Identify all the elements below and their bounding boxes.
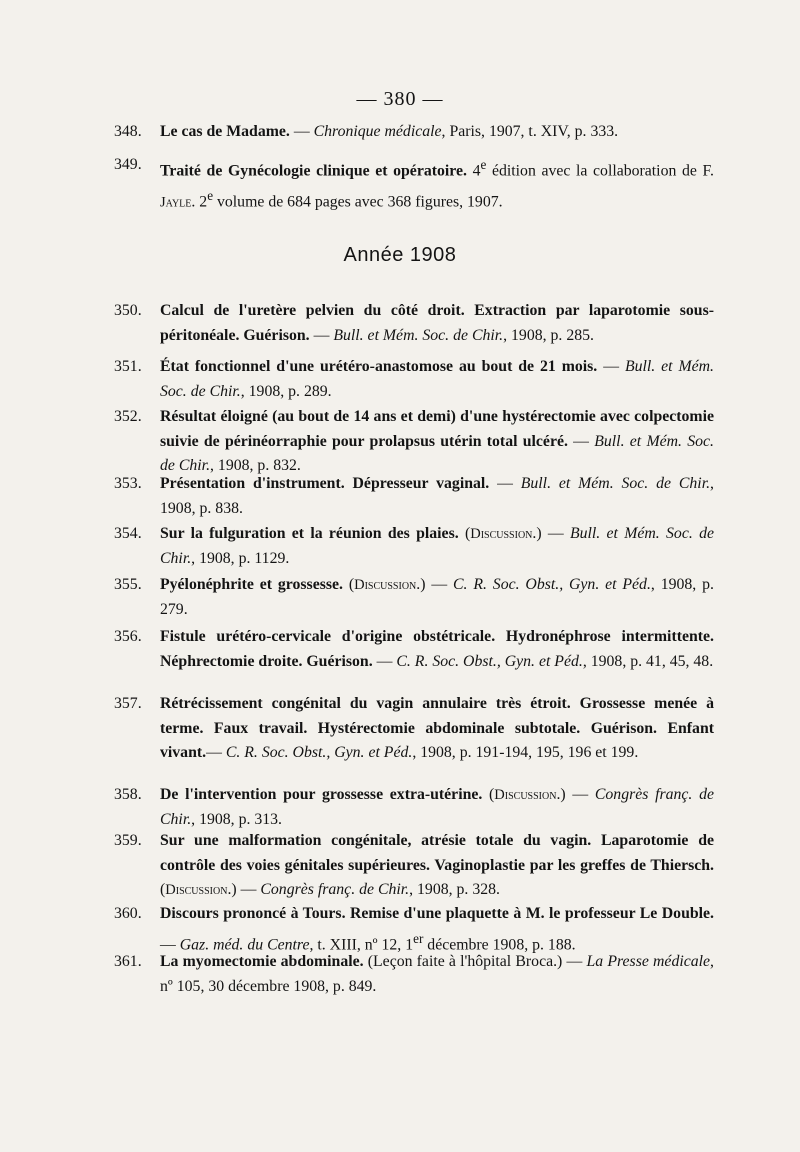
ref-sep: —	[289, 123, 314, 140]
ref-sep: —	[236, 881, 261, 898]
entry-title: La myomectomie abdominale.	[160, 953, 364, 970]
entry-title: Fistule urétéro-cervicale d'origine obstétricale. Hydronéphrose intermittente. Néphrectomie droite. Guérison.	[160, 628, 714, 670]
entry-ref: , 1908, p. 832.	[210, 457, 301, 474]
entry-text	[160, 625, 714, 674]
entry-352	[114, 405, 714, 479]
ref-sep: —	[425, 576, 453, 593]
entry-title: Présentation d'instrument. Dépresseur vaginal.	[160, 475, 490, 492]
entry-title: Sur une malformation congénitale, atrésie totale du vagin. Laparotomie de contrôle des voies génitales supérieures. Vaginoplastie par les greffes de Thiersch.	[160, 832, 714, 874]
discussion-tag: Discussion	[494, 787, 557, 803]
entry-349	[114, 153, 714, 215]
ref-sep: —	[206, 744, 226, 761]
entry-source: Bull. et Mém. Soc. de Chir.	[160, 432, 714, 474]
entry-361	[114, 950, 714, 999]
entry-number: 359.	[114, 832, 142, 849]
entry-number: 349.	[114, 156, 142, 173]
entry-title: Pyélonéphrite et grossesse.	[160, 576, 343, 593]
superscript: e	[207, 187, 214, 203]
entry-ref: , nº 105, 30 décembre 1908, p. 849.	[160, 953, 714, 995]
ref-sep: —	[160, 935, 180, 953]
entry-text	[160, 472, 714, 521]
entry-text: Pyélonéphrite et grossesse. (Discussion.) — C. R. Soc. Obst., Gyn. et Péd., 1908, p. 279.	[160, 576, 714, 618]
entry-357	[114, 692, 714, 766]
entry-359	[114, 829, 714, 903]
entry-text	[160, 299, 714, 348]
ref-sep: —	[562, 953, 587, 970]
entry-number: 352.	[114, 408, 142, 425]
entry-ref: , t. XIII, nº 12, 1	[309, 935, 414, 953]
entry-detail: . 2	[191, 193, 208, 211]
entry-detail: volume de 684 pages avec 368 figures, 1907.	[213, 193, 503, 211]
entry-ref: , 1908, p. 328.	[409, 881, 500, 898]
entry-text	[160, 355, 714, 404]
entry-text: Sur la fulguration et la réunion des plaies. (Discussion.) — Bull. et Mém. Soc. de Chir., 1908, p. 1129.	[160, 525, 714, 567]
entry-ref: , 1908, p. 313.	[191, 810, 283, 828]
entry-number: 354.	[114, 525, 142, 542]
entry-355	[114, 573, 714, 622]
ref-sep: —	[541, 525, 570, 542]
entry-ref: , 1908, p. 279.	[160, 576, 714, 618]
entry-text	[160, 692, 714, 766]
entry-number: 351.	[114, 358, 142, 375]
entry-text	[160, 405, 714, 479]
entry-source: C. R. Soc. Obst., Gyn. et Péd.	[453, 576, 651, 593]
entry-source: C. R. Soc. Obst., Gyn. et Péd.	[225, 744, 413, 761]
entry-detail: édition avec la collaboration de F.	[486, 162, 714, 180]
collaborator-name: Jayle	[160, 194, 192, 211]
entry-note: (Leçon faite à l'hôpital Broca.)	[363, 953, 563, 970]
ref-sep: —	[597, 358, 625, 375]
page-number: — 380 —	[356, 88, 444, 110]
entry-title: De l'intervention pour grossesse extra-utérine.	[160, 786, 483, 803]
entry-title: Traité de Gynécologie clinique et opératoire.	[160, 162, 467, 180]
entry-title: État fonctionnel d'une urétéro-anastomose au bout de 21 mois.	[160, 358, 598, 375]
entry-source: Bull. et Mém. Soc. de Chir.	[160, 525, 714, 567]
entry-text	[160, 153, 714, 215]
entry-source: C. R. Soc. Obst., Gyn. et Péd.	[396, 652, 583, 670]
entry-title: Calcul de l'uretère pelvien du côté droit. Extraction par laparotomie sous-péritonéale. Guérison.	[160, 302, 714, 344]
entry-number: 355.	[114, 576, 142, 593]
entry-source: Bull. et Mém. Soc. de Chir.	[333, 326, 504, 344]
entry-source: Bull. et Mém. Soc. de Chir.	[160, 358, 715, 400]
superscript: er	[413, 930, 424, 946]
entry-source: La Presse médicale	[586, 953, 711, 970]
entry-number: 348.	[114, 123, 142, 140]
discussion-tag: Discussion	[470, 526, 533, 542]
entry-detail: 4	[466, 162, 481, 180]
entry-text	[160, 950, 714, 999]
superscript: e	[480, 157, 487, 172]
entry-number: 350.	[114, 302, 142, 319]
ref-sep: —	[565, 786, 595, 803]
entry-ref: , 1908, p. 289.	[240, 382, 332, 400]
entry-353	[114, 472, 714, 521]
entry-number: 353.	[114, 475, 142, 492]
entry-360	[114, 902, 714, 957]
entry-source: Congrès franç. de Chir.	[260, 881, 410, 898]
ref-sep: —	[372, 652, 397, 670]
entry-351	[114, 355, 714, 404]
entry-text: Sur une malformation congénitale, atrésie totale du vagin. Laparotomie de contrôle des voies génitales supérieures. Vaginoplastie par les greffes de Thiersch. (Discussion.) — Congrès franç. de Chir., 1908, p. 328.	[160, 832, 714, 898]
entry-ref: , Paris, 1907, t. XIV, p. 333.	[441, 123, 619, 140]
entry-ref: , 1908, p. 41, 45, 48.	[582, 652, 714, 670]
ref-sep: —	[309, 326, 334, 344]
entry-ref: décembre 1908, p. 188.	[423, 935, 576, 953]
ref-sep: —	[489, 475, 521, 492]
section-heading: Année 1908	[343, 244, 457, 266]
entry-354	[114, 522, 714, 571]
entry-source: Gaz. méd. du Centre	[179, 935, 310, 953]
entry-number: 358.	[114, 786, 142, 803]
discussion-tag: Discussion	[354, 577, 417, 593]
entry-number: 360.	[114, 905, 142, 922]
entry-348	[114, 120, 714, 145]
entry-358	[114, 783, 714, 832]
ref-sep: —	[567, 432, 595, 450]
entry-number: 357.	[114, 695, 142, 712]
entry-356	[114, 625, 714, 674]
entry-ref: , 1908, p. 191-194, 195, 196 et 199.	[412, 744, 639, 761]
entry-ref: , 1908, p. 1129.	[191, 549, 290, 567]
entry-title: Le cas de Madame.	[160, 123, 290, 140]
entry-title: Résultat éloigné (au bout de 14 ans et demi) d'une hystérectomie avec colpectomie suivie de périnéorraphie pour prolapsus utérin total ulcéré.	[160, 408, 714, 450]
entry-ref: , 1908, p. 838.	[160, 475, 714, 517]
entry-text	[160, 120, 714, 145]
entry-title: Discours prononcé à Tours. Remise d'une plaquette à M. le professeur Le Double.	[160, 905, 714, 922]
entry-source: Congrès franç. de Chir.	[160, 786, 714, 828]
entry-text	[160, 902, 714, 957]
entry-title: Rétrécissement congénital du vagin annulaire très étroit. Grossesse menée à terme. Faux travail. Hystérectomie abdominale subtotale. Guérison. Enfant vivant.	[160, 695, 714, 761]
entry-text: De l'intervention pour grossesse extra-utérine. (Discussion.) — Congrès franç. de Chir., 1908, p. 313.	[160, 786, 714, 828]
entry-350	[114, 299, 714, 348]
entry-number: 356.	[114, 628, 142, 645]
discussion-tag: Discussion	[165, 882, 228, 898]
entry-title: Sur la fulguration et la réunion des plaies.	[160, 525, 459, 542]
entry-number: 361.	[114, 953, 142, 970]
entry-source: Chronique médicale	[313, 123, 442, 140]
entry-ref: , 1908, p. 285.	[503, 326, 594, 344]
entry-source: Bull. et Mém. Soc. de Chir.	[520, 475, 711, 492]
